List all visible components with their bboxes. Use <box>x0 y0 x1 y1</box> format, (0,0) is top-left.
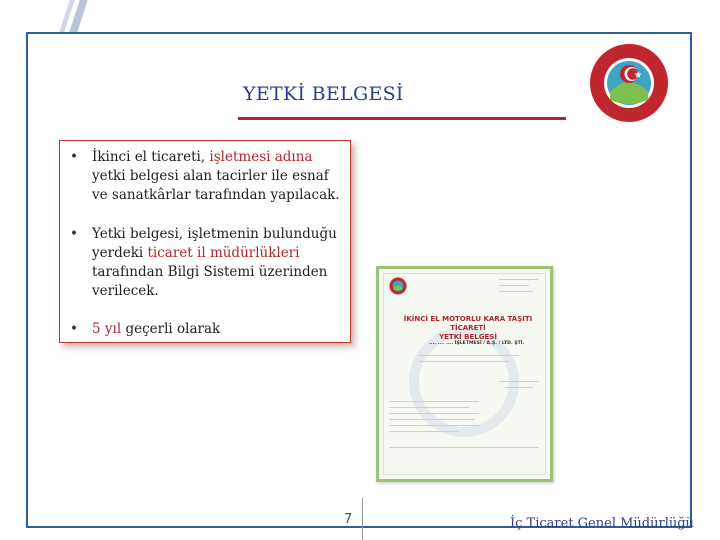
certificate-title-line1: İKİNCİ EL MOTORLU KARA TAŞITI TİCARETİ <box>403 315 533 332</box>
bullet-2-text: Yetki belgesi, işletmenin bulunduğu yerdeki <box>92 226 337 261</box>
bullet-2-text-rest: tarafından Bilgi Sistemi üzerinden verilecek. <box>92 264 328 299</box>
certificate-text-line <box>389 401 479 402</box>
certificate-text-line <box>389 431 459 432</box>
certificate-title-line2: YETKİ BELGESİ <box>439 333 497 341</box>
certificate-text-line <box>419 355 519 356</box>
certificate-text-line <box>499 291 533 292</box>
certificate-signature-line <box>499 381 539 382</box>
bullet-2-highlight: ticaret il müdürlükleri <box>147 245 300 261</box>
certificate-image <box>376 266 553 482</box>
bullet-2 <box>92 225 347 301</box>
bullet-1-text: İkinci el ticareti, <box>92 149 210 165</box>
bullet-marker: • <box>70 321 78 337</box>
certificate-title <box>393 315 543 342</box>
bullet-marker: • <box>70 226 78 242</box>
certificate-signature-line <box>505 387 533 388</box>
certificate-text-line <box>389 419 475 420</box>
bullet-3 <box>92 320 347 339</box>
certificate-text-line <box>419 361 509 362</box>
bullet-marker: • <box>70 149 78 165</box>
footer-divider <box>362 498 363 540</box>
slide-title: YETKİ BELGESİ <box>243 83 404 105</box>
bullet-1 <box>92 148 347 205</box>
certificate-logo-icon <box>389 277 407 295</box>
bullet-3-highlight: 5 yıl <box>92 321 122 337</box>
bullet-box <box>59 140 351 343</box>
certificate-text-line <box>499 285 529 286</box>
certificate-text-line <box>389 413 479 414</box>
bullet-1-highlight: işletmesi adına <box>209 149 313 165</box>
page-number: 7 <box>344 512 353 527</box>
title-underline <box>238 117 566 120</box>
certificate-text-line <box>389 425 481 426</box>
bullet-3-text-rest: geçerli olarak <box>121 321 221 337</box>
bullet-1-text-rest: yetki belgesi alan tacirler ile esnaf ve sanatkârlar tarafından yapılacak. <box>92 168 340 203</box>
footer-department: İç Ticaret Genel Müdürlüğü <box>510 516 694 531</box>
certificate-company: .... .... .... İŞLETMESİ / A.Ş. / LTD. ŞTİ. <box>429 341 525 346</box>
certificate-footer-line <box>389 447 539 448</box>
ministry-logo-icon <box>588 42 670 124</box>
certificate-text-line <box>499 279 539 280</box>
certificate-text-line <box>389 407 469 408</box>
